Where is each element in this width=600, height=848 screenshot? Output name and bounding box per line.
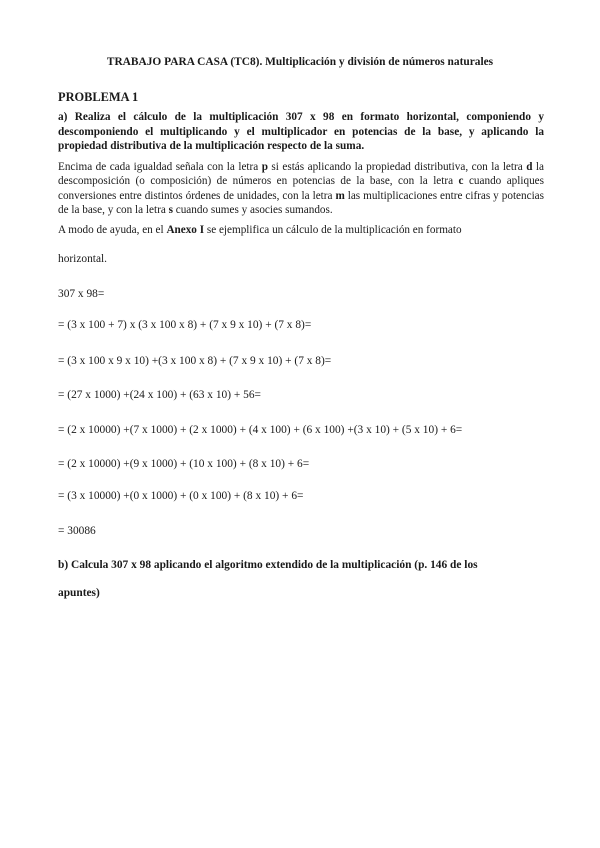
document-title: TRABAJO PARA CASA (TC8). Multiplicación y división de números naturales	[106, 56, 494, 68]
calc-line: = (3 x 100 x 9 x 10) +(3 x 100 x 8) + (7 x 9 x 10) + (7 x 8)=	[58, 355, 332, 367]
letter-s: s	[168, 204, 173, 217]
help-text: A modo de ayuda, en el	[58, 224, 167, 236]
calc-line: = (2 x 10000) +(7 x 1000) + (2 x 1000) + (4 x 100) + (6 x 100) +(3 x 10) + (5 x 10) + 6=	[58, 424, 463, 436]
calc-line: = (3 x 100 + 7) x (3 x 100 x 8) + (7 x 9 x 10) + (7 x 8)=	[58, 319, 312, 331]
calc-line: = (27 x 1000) +(24 x 100) + (63 x 10) + 56=	[58, 389, 261, 401]
annex-reference: Anexo I	[166, 224, 205, 236]
help-text-continuation: horizontal.	[58, 253, 108, 265]
instructions-text: cuando apliques conversiones entre distintos órdenes de unidades, con la letra	[58, 175, 544, 202]
instructions-text: las multiplicaciones entre cifras y potencias de la base, y con la letra	[58, 189, 544, 217]
problem-heading: PROBLEMA 1	[58, 90, 139, 104]
instructions-text: la descomposición (o composición) de números en potencias de la base, con la letra	[58, 161, 544, 188]
calc-line: = (3 x 10000) +(0 x 1000) + (0 x 100) + (8 x 10) + 6=	[58, 490, 304, 502]
part-a-statement: a) Realiza el cálculo de la multiplicación 307 x 98 en formato horizontal, componiendo y descomponiendo el multiplicando y el multiplicador en potencias de la base, y aplicando la propiedad distributiva de la multiplicación respecto de la suma.	[58, 111, 544, 152]
letter-d: d	[526, 161, 533, 173]
calc-line: = (2 x 10000) +(9 x 1000) + (10 x 100) + (8 x 10) + 6=	[58, 458, 310, 470]
letter-c: c	[458, 175, 464, 188]
letter-p: p	[261, 161, 268, 173]
calc-result: = 30086	[58, 525, 96, 537]
instructions-paragraph	[58, 160, 544, 218]
letter-m: m	[335, 189, 345, 202]
instructions-text: cuando sumes y asocies sumandos.	[172, 204, 333, 217]
instructions-text: si estás aplicando la propiedad distributiva, con la letra	[267, 161, 527, 173]
help-text: se ejemplifica un cálculo de la multiplicación en formato	[204, 224, 462, 236]
help-paragraph	[58, 224, 544, 236]
calc-line: 307 x 98=	[58, 288, 105, 300]
part-b-statement-continuation: apuntes)	[58, 587, 100, 599]
part-b-statement: b) Calcula 307 x 98 aplicando el algoritmo extendido de la multiplicación (p. 146 de los	[58, 559, 478, 571]
instructions-text: Encima de cada igualdad señala con la letra	[58, 161, 262, 173]
